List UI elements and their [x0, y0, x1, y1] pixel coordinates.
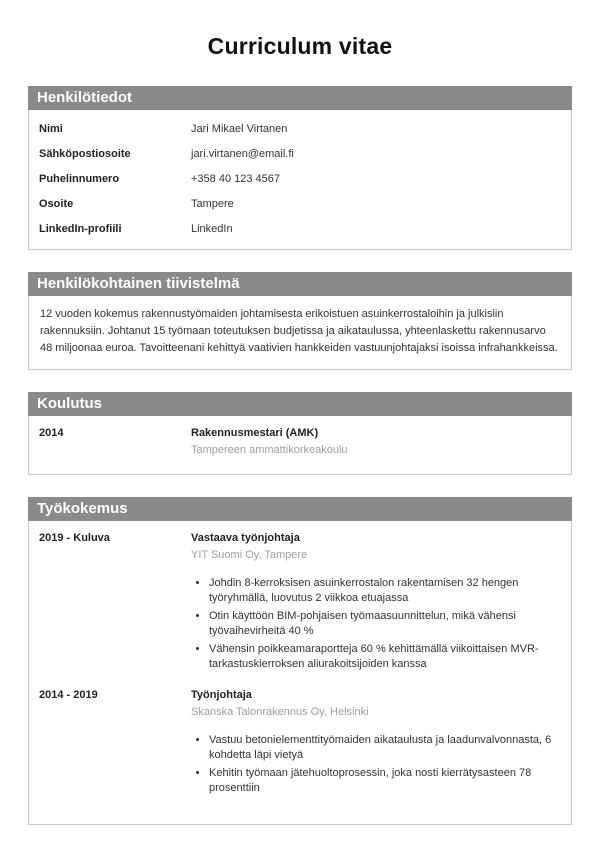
field-row: [39, 217, 561, 242]
achievement-item: • Otin käyttöön BIM-pohjaisen työmaasuunnittelun, mikä vähensi työvaihevirheitä 40 %: [209, 609, 561, 639]
achievement-list: [191, 576, 561, 672]
achievement-item: • Vähensin poikkeamaraportteja 60 % kehittämällä viikoittaisen MVR-tarkastuskierroksen aliurakoitsijoiden kanssa: [209, 642, 561, 672]
school-name: Tampereen ammattikorkeakoulu: [191, 444, 348, 456]
employer-name: YIT Suomi Oy, Tampere: [191, 549, 308, 561]
section-header-summary: Henkilökohtainen tiivistelmä: [28, 272, 572, 296]
education-entry: [39, 426, 561, 458]
job-title: Työnjohtaja: [191, 689, 252, 701]
job-title: Vastaava työnjohtaja: [191, 532, 300, 544]
field-label: Nimi: [39, 123, 63, 135]
personal-info-body: [28, 110, 572, 250]
section-header-personal: Henkilötiedot: [28, 86, 572, 110]
field-value: Jari Mikael Virtanen: [191, 123, 288, 135]
field-value: Tampere: [191, 198, 234, 210]
field-value: LinkedIn: [191, 223, 233, 235]
section-header-education: Koulutus: [28, 392, 572, 416]
section-experience: [28, 497, 572, 825]
field-value: +358 40 123 4567: [191, 173, 281, 185]
education-period: 2014: [39, 427, 64, 439]
field-label: Puhelinnumero: [39, 173, 120, 185]
section-summary: [28, 272, 572, 370]
field-row: [39, 117, 561, 142]
achievement-item: • Kehitin työmaan jätehuoltoprosessin, joka nosti kierrätysasteen 78 prosenttiin: [209, 766, 561, 796]
field-row: [39, 192, 561, 217]
section-personal-info: [28, 86, 572, 250]
experience-entry: [39, 688, 561, 799]
section-header-experience: Työkokemus: [28, 497, 572, 521]
education-main: [191, 426, 561, 458]
experience-main: [191, 688, 561, 799]
field-value: jari.virtanen@email.fi: [191, 148, 294, 160]
achievement-item: • Johdin 8-kerroksisen asuinkerrostalon rakentamisen 32 hengen työryhmällä, luovutus 2 viikkoa etuajassa: [209, 576, 561, 606]
field-label: Sähköpostiosoite: [39, 148, 131, 160]
summary-text: 12 vuoden kokemus rakennustyömaiden johtamisesta erikoistuen asuinkerrostaloihin ja julkisiin rakennuksiin. Johtanut 15 työmaan toteutuksen budjetissa ja aikataulussa, yhteenlaskettu rakennusarvo 48 miljoonaa euroa. Tavoitteenani kehittyä vaativien hankkeiden vastuunjohtajaksi isoissa infrahankkeissa.: [28, 296, 572, 370]
field-label: LinkedIn-profiili: [39, 223, 122, 235]
field-row: [39, 167, 561, 192]
field-label: Osoite: [39, 198, 74, 210]
experience-period: 2019 - Kuluva: [39, 532, 110, 544]
field-row: [39, 142, 561, 167]
experience-main: [191, 531, 561, 675]
employer-name: Skanska Talonrakennus Oy, Helsinki: [191, 706, 369, 718]
section-education: [28, 392, 572, 475]
page-title: Curriculum vitae: [207, 33, 393, 59]
experience-body: [28, 521, 572, 825]
experience-entry: [39, 531, 561, 675]
achievement-item: • Vastuu betonielementtityömaiden aikataulusta ja laadunvalvonnasta, 6 kohdetta läpi vietyä: [209, 733, 561, 763]
achievement-list: [191, 733, 561, 796]
experience-period: 2014 - 2019: [39, 689, 98, 701]
degree-title: Rakennusmestari (AMK): [191, 427, 319, 439]
education-body: [28, 416, 572, 475]
